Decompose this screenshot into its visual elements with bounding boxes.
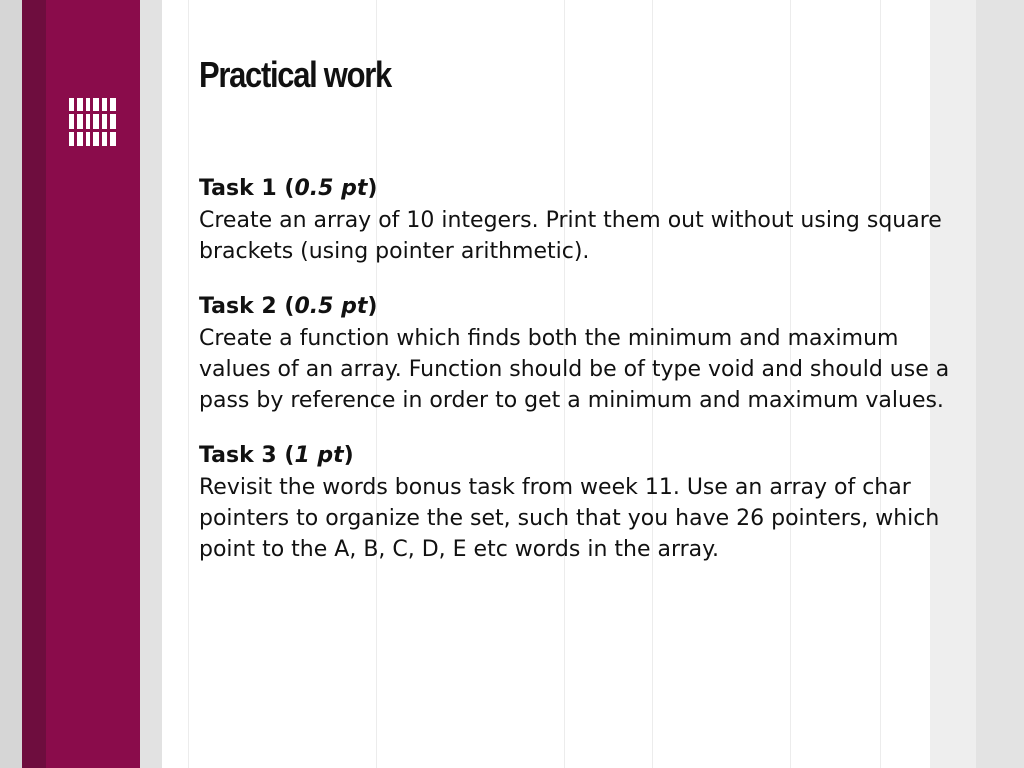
background-line <box>188 0 189 768</box>
left-grey-band <box>0 0 22 768</box>
magenta-dark-band <box>22 0 46 768</box>
barcode-logo-icon <box>69 98 117 146</box>
task-label: Task 3 <box>199 443 277 468</box>
right-grey-band-outer <box>976 0 1024 768</box>
task-1 <box>199 172 969 267</box>
task-heading: Task 2 (0.5 pt) <box>199 294 378 319</box>
task-heading: Task 1 (0.5 pt) <box>199 176 378 201</box>
task-label: Task 2 <box>199 294 277 319</box>
task-points: 1 pt <box>294 443 344 468</box>
task-list <box>199 172 969 588</box>
grey-band <box>140 0 162 768</box>
task-points: 0.5 pt <box>294 176 368 201</box>
page-title: Practical work <box>199 54 391 95</box>
task-description: Revisit the words bonus task from week 11. Use an array of char pointers to organize the set, such that you have 26 pointers, which point to the A, B, C, D, E etc words in the array. <box>199 475 940 562</box>
task-2 <box>199 290 969 416</box>
task-heading: Task 3 (1 pt) <box>199 443 354 468</box>
task-label: Task 1 <box>199 176 277 201</box>
task-description: Create an array of 10 integers. Print them out without using square brackets (using pointer arithmetic). <box>199 208 942 264</box>
task-description: Create a function which finds both the minimum and maximum values of an array. Function should be of type void and should use a pass by reference in order to get a minimum and maximum values. <box>199 326 950 413</box>
task-3 <box>199 439 969 565</box>
task-points: 0.5 pt <box>294 294 368 319</box>
